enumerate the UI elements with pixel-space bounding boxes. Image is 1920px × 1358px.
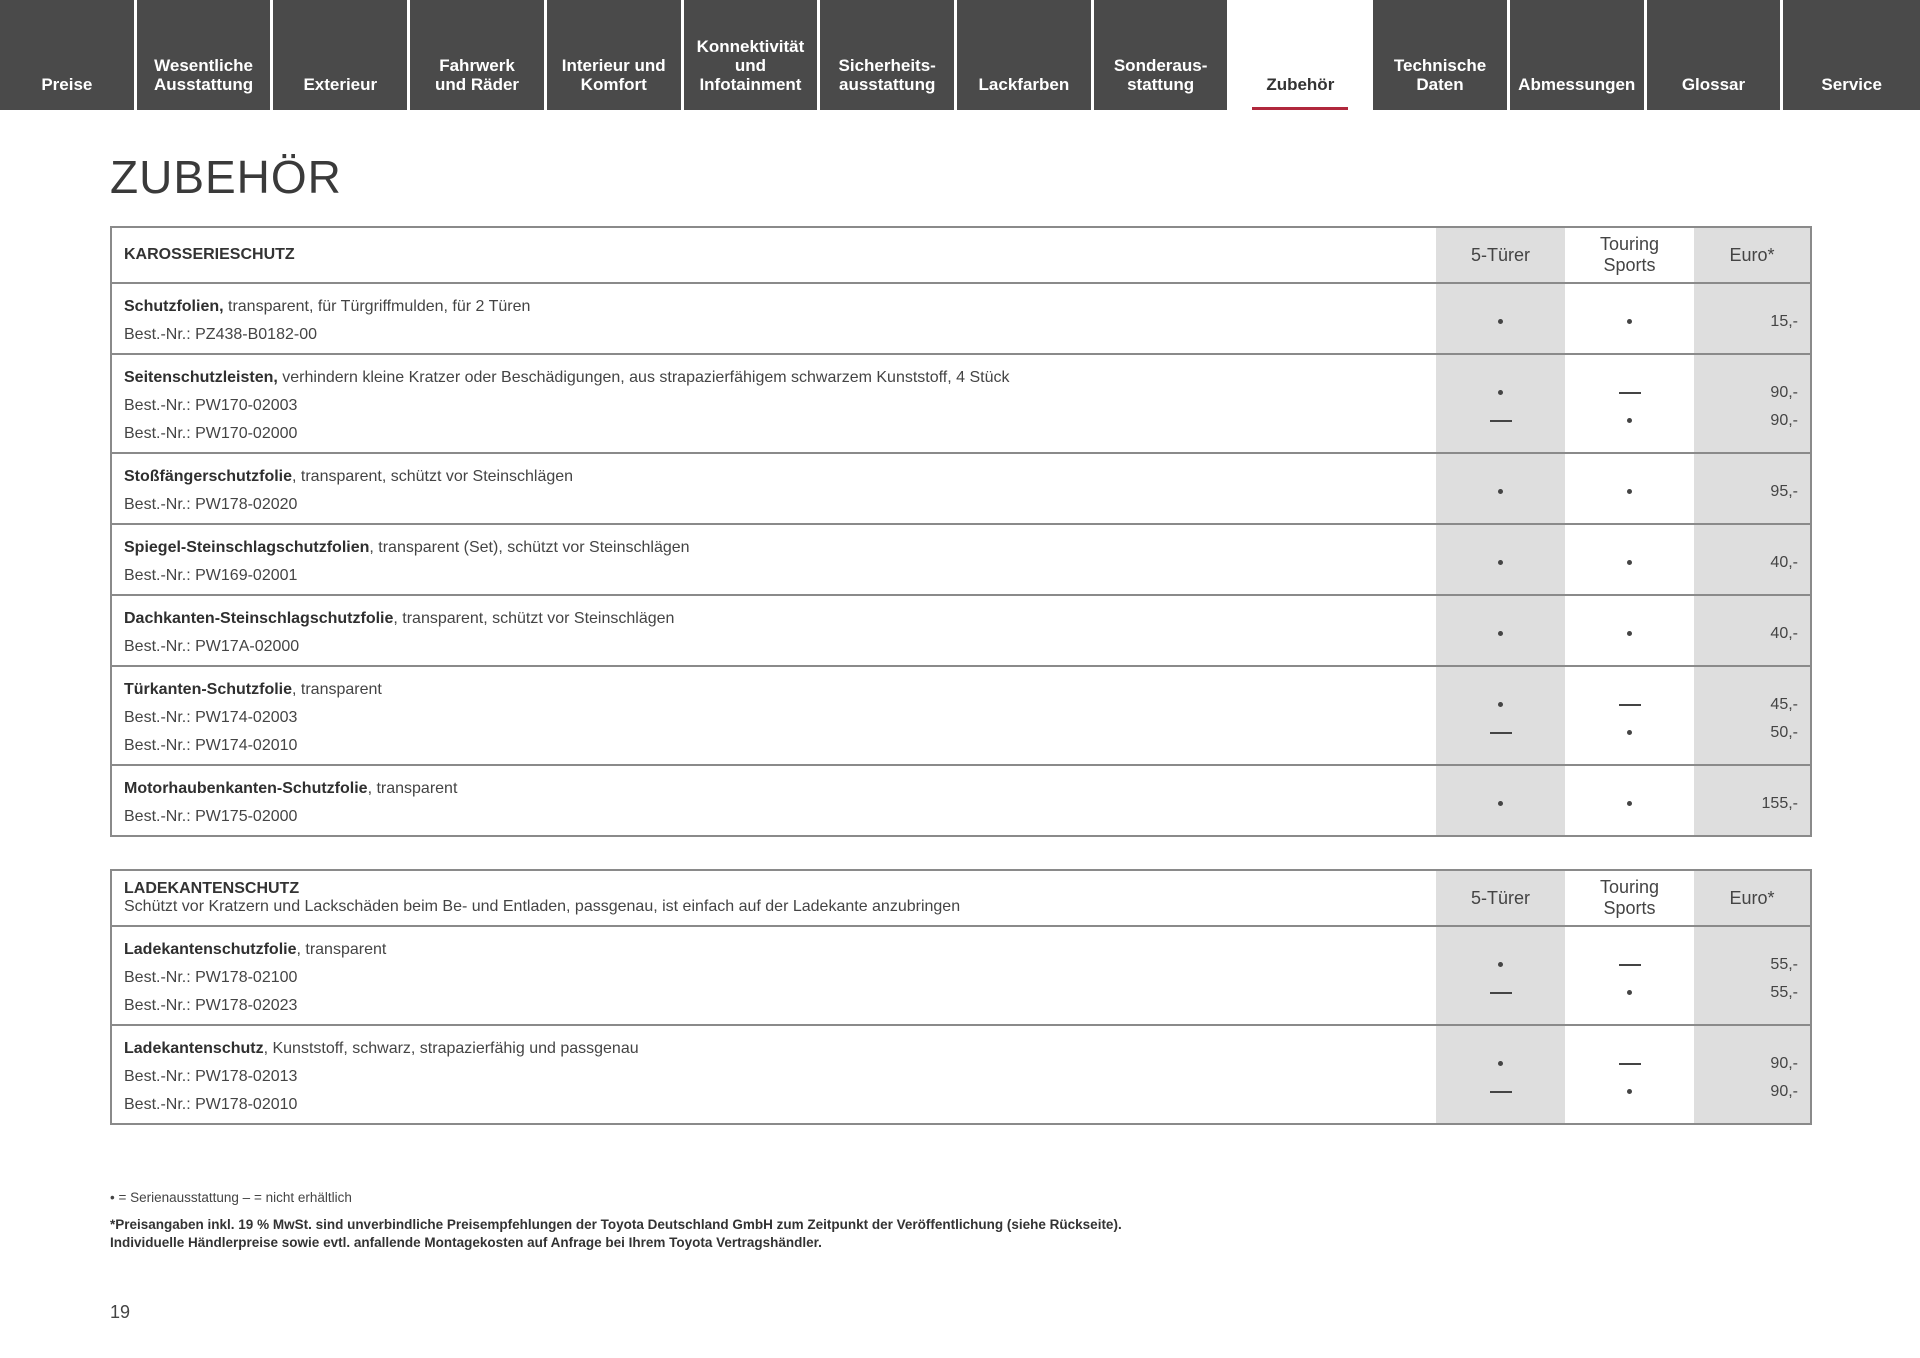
page-number: 19 [110, 1302, 131, 1322]
item-description: , transparent (Set), schützt vor Steinschlägen [369, 539, 690, 556]
nav-tab-label: Technische Daten [1393, 56, 1487, 94]
nav-tab-10[interactable] [1373, 0, 1507, 110]
standard-dot-icon [1627, 418, 1632, 423]
top-nav [0, 0, 1920, 110]
cell-price [1694, 283, 1811, 354]
cell-price [1694, 926, 1811, 1025]
item-name: Dachkanten-Steinschlagschutzfolie [124, 610, 394, 627]
nav-tab-label: Sonderaus- stattung [1113, 56, 1208, 94]
cell-price [1694, 1025, 1811, 1124]
accessory-table-karosserieschutz [110, 226, 1812, 837]
table-row [111, 354, 1811, 453]
cell-touring-sports [1565, 765, 1694, 836]
availability-mark [1436, 1054, 1565, 1074]
price-value: 90,- [1770, 412, 1798, 429]
standard-dot-icon [1627, 801, 1632, 806]
price-value: 40,- [1770, 554, 1798, 571]
column-header-touring-sports: Touring Sports [1565, 227, 1694, 283]
cell-touring-sports [1565, 595, 1694, 666]
item-description: , transparent, schützt vor Steinschlägen [393, 610, 675, 627]
standard-dot-icon [1498, 801, 1503, 806]
price-value: 40,- [1770, 625, 1798, 642]
nav-tab-9[interactable] [1230, 0, 1370, 110]
cell-touring-sports [1565, 926, 1694, 1025]
item-name: Ladekantenschutzfolie [124, 941, 297, 958]
cell-touring-sports [1565, 1025, 1694, 1124]
standard-dot-icon [1627, 990, 1632, 995]
item-description: , transparent [296, 941, 387, 958]
item-name: Stoßfängerschutzfolie [124, 468, 293, 485]
availability-mark [1436, 955, 1565, 975]
part-number: Best.-Nr.: PW178-02013 [124, 1068, 298, 1085]
cell-5-tuerer [1436, 666, 1565, 765]
availability-mark [1436, 624, 1565, 644]
availability-mark [1565, 1082, 1694, 1102]
item-title [124, 538, 1424, 558]
availability-mark [1436, 411, 1565, 431]
item-description: , transparent [292, 681, 382, 698]
item-name: Seitenschutzleisten, [124, 369, 278, 386]
table-row [111, 453, 1811, 524]
price-value: 90,- [1770, 384, 1798, 401]
nav-tab-11[interactable] [1510, 0, 1644, 110]
item-description: transparent, für Türgriffmulden, für 2 Türen [223, 298, 531, 315]
availability-mark [1436, 383, 1565, 403]
availability-mark [1436, 983, 1565, 1003]
column-header-euro: Euro* [1694, 870, 1811, 926]
nav-tab-label: Konnektivität und Infotainment [696, 37, 805, 94]
cell-5-tuerer [1436, 453, 1565, 524]
not-available-dash-icon [1619, 1063, 1641, 1065]
price-value: 55,- [1770, 984, 1798, 1001]
standard-dot-icon [1627, 1089, 1632, 1094]
page-title: ZUBEHÖR [110, 151, 342, 203]
cell-price [1694, 666, 1811, 765]
availability-mark [1565, 955, 1694, 975]
availability-mark [1565, 383, 1694, 403]
nav-tab-label: Sicherheits- ausstattung [838, 56, 936, 94]
availability-mark [1565, 1054, 1694, 1074]
nav-tab-13[interactable] [1783, 0, 1920, 110]
price-value: 155,- [1761, 795, 1798, 812]
availability-mark [1565, 723, 1694, 743]
column-header-5-tuerer: 5-Türer [1436, 870, 1565, 926]
standard-dot-icon [1498, 962, 1503, 967]
nav-tab-3[interactable] [410, 0, 544, 110]
not-available-dash-icon [1619, 392, 1641, 394]
availability-mark [1436, 794, 1565, 814]
item-name: Spiegel-Steinschlagschutzfolien [124, 539, 370, 556]
nav-tab-1[interactable] [137, 0, 271, 110]
nav-tab-label: Exterieur [303, 75, 378, 94]
standard-dot-icon [1498, 1061, 1503, 1066]
item-name: Ladekantenschutz [124, 1040, 264, 1057]
nav-tab-label: Fahrwerk und Räder [434, 56, 520, 94]
item-title [124, 297, 1424, 317]
not-available-dash-icon [1490, 992, 1512, 994]
standard-dot-icon [1498, 560, 1503, 565]
item-description: verhindern kleine Kratzer oder Beschädigungen, aus strapazierfähigem schwarzem Kunststoff, 4 Stück [277, 369, 1010, 386]
availability-mark [1565, 983, 1694, 1003]
cell-touring-sports [1565, 354, 1694, 453]
legend: • = Serienausstattung – = nicht erhältlich [110, 1190, 352, 1205]
availability-mark [1565, 482, 1694, 502]
nav-tab-4[interactable] [547, 0, 681, 110]
price-value: 55,- [1770, 956, 1798, 973]
availability-mark [1436, 695, 1565, 715]
table-header [111, 227, 1811, 283]
availability-mark [1565, 624, 1694, 644]
not-available-dash-icon [1619, 704, 1641, 706]
standard-dot-icon [1498, 319, 1503, 324]
nav-tab-5[interactable] [684, 0, 818, 110]
standard-dot-icon [1627, 730, 1632, 735]
table-row [111, 595, 1811, 666]
nav-tab-label: Zubehör [1266, 75, 1335, 94]
column-header-euro: Euro* [1694, 227, 1811, 283]
item-name: Motorhaubenkanten-Schutzfolie [124, 780, 368, 797]
table-row [111, 524, 1811, 595]
cell-5-tuerer [1436, 926, 1565, 1025]
cell-5-tuerer [1436, 765, 1565, 836]
standard-dot-icon [1498, 631, 1503, 636]
cell-price [1694, 354, 1811, 453]
item-title [124, 779, 1424, 799]
part-number: Best.-Nr.: PW170-02000 [124, 425, 298, 442]
column-header-touring-sports: Touring Sports [1565, 870, 1694, 926]
column-header-5-tuerer: 5-Türer [1436, 227, 1565, 283]
table-row [111, 765, 1811, 836]
cell-price [1694, 524, 1811, 595]
cell-price [1694, 595, 1811, 666]
not-available-dash-icon [1619, 964, 1641, 966]
item-name: Türkanten-Schutzfolie [124, 681, 293, 698]
cell-5-tuerer [1436, 595, 1565, 666]
section-subtitle: Schützt vor Kratzern und Lackschäden beim Be- und Entladen, passgenau, ist einfach auf der Ladekante anzubringen [124, 898, 961, 915]
part-number: Best.-Nr.: PW170-02003 [124, 397, 298, 414]
nav-tab-7[interactable] [957, 0, 1091, 110]
item-description: , transparent [367, 780, 458, 797]
availability-mark [1436, 312, 1565, 332]
nav-tab-label: Service [1821, 75, 1882, 94]
item-name: Schutzfolien, [124, 298, 224, 315]
cell-5-tuerer [1436, 354, 1565, 453]
table-row [111, 666, 1811, 765]
part-number: Best.-Nr.: PW174-02010 [124, 737, 298, 754]
standard-dot-icon [1627, 489, 1632, 494]
part-number: Best.-Nr.: PW178-02020 [124, 496, 298, 513]
availability-mark [1436, 482, 1565, 502]
nav-tab-0[interactable] [0, 0, 134, 110]
availability-mark [1436, 1082, 1565, 1102]
table-row [111, 1025, 1811, 1124]
part-number: Best.-Nr.: PW169-02001 [124, 567, 298, 584]
not-available-dash-icon [1490, 1091, 1512, 1093]
price-value: 15,- [1770, 313, 1798, 330]
availability-mark [1565, 411, 1694, 431]
part-number: Best.-Nr.: PZ438-B0182-00 [124, 326, 317, 343]
nav-tab-2[interactable] [273, 0, 407, 110]
cell-touring-sports [1565, 453, 1694, 524]
standard-dot-icon [1498, 489, 1503, 494]
not-available-dash-icon [1490, 732, 1512, 734]
accessory-table-ladekantenschutz [110, 869, 1812, 1125]
item-title [124, 1039, 1424, 1059]
nav-tab-label: Preise [41, 75, 93, 94]
standard-dot-icon [1498, 702, 1503, 707]
availability-mark [1565, 695, 1694, 715]
part-number: Best.-Nr.: PW178-02023 [124, 997, 298, 1014]
item-description: , transparent, schützt vor Steinschlägen [292, 468, 574, 485]
price-value: 90,- [1770, 1083, 1798, 1100]
cell-5-tuerer [1436, 1025, 1565, 1124]
cell-5-tuerer [1436, 524, 1565, 595]
nav-tab-label: Interieur und Komfort [561, 56, 666, 94]
cell-touring-sports [1565, 283, 1694, 354]
availability-mark [1565, 312, 1694, 332]
table-header [111, 870, 1811, 926]
cell-5-tuerer [1436, 283, 1565, 354]
item-title [124, 940, 1424, 960]
item-title [124, 368, 1424, 388]
availability-mark [1436, 723, 1565, 743]
section-title: LADEKANTENSCHUTZ [124, 880, 300, 897]
item-title [124, 609, 1424, 629]
nav-tab-12[interactable] [1647, 0, 1781, 110]
price-value: 95,- [1770, 483, 1798, 500]
not-available-dash-icon [1490, 420, 1512, 422]
footnote: *Preisangaben inkl. 19 % MwSt. sind unverbindliche Preisempfehlungen der Toyota Deutschland GmbH zum Zeitpunkt der Veröffentlichung (siehe Rückseite). Individuelle Händlerpreise sowie evtl. anfallende Montagekosten auf Anfrage bei Ihrem Toyota Vertragshändler. [110, 1217, 1122, 1250]
availability-mark [1436, 553, 1565, 573]
price-value: 90,- [1770, 1055, 1798, 1072]
nav-tab-8[interactable] [1094, 0, 1228, 110]
availability-mark [1565, 794, 1694, 814]
part-number: Best.-Nr.: PW174-02003 [124, 709, 298, 726]
availability-mark [1565, 553, 1694, 573]
nav-tab-label: Glossar [1681, 75, 1746, 94]
standard-dot-icon [1627, 319, 1632, 324]
price-value: 45,- [1770, 696, 1798, 713]
table-row [111, 926, 1811, 1025]
nav-tab-label: Lackfarben [978, 75, 1070, 94]
nav-tab-label: Abmessungen [1518, 75, 1636, 94]
part-number: Best.-Nr.: PW17A-02000 [124, 638, 300, 655]
section-title: KAROSSERIESCHUTZ [124, 246, 295, 263]
part-number: Best.-Nr.: PW178-02100 [124, 969, 298, 986]
item-title [124, 680, 1424, 700]
standard-dot-icon [1627, 560, 1632, 565]
cell-touring-sports [1565, 524, 1694, 595]
nav-tab-label: Wesentliche Ausstattung [153, 56, 254, 94]
cell-touring-sports [1565, 666, 1694, 765]
cell-price [1694, 765, 1811, 836]
nav-tab-6[interactable] [820, 0, 954, 110]
part-number: Best.-Nr.: PW175-02000 [124, 808, 298, 825]
part-number: Best.-Nr.: PW178-02010 [124, 1096, 298, 1113]
cell-price [1694, 453, 1811, 524]
standard-dot-icon [1627, 631, 1632, 636]
price-value: 50,- [1770, 724, 1798, 741]
table-row [111, 283, 1811, 354]
item-title [124, 467, 1424, 487]
standard-dot-icon [1498, 390, 1503, 395]
item-description: , Kunststoff, schwarz, strapazierfähig und passgenau [263, 1040, 639, 1057]
